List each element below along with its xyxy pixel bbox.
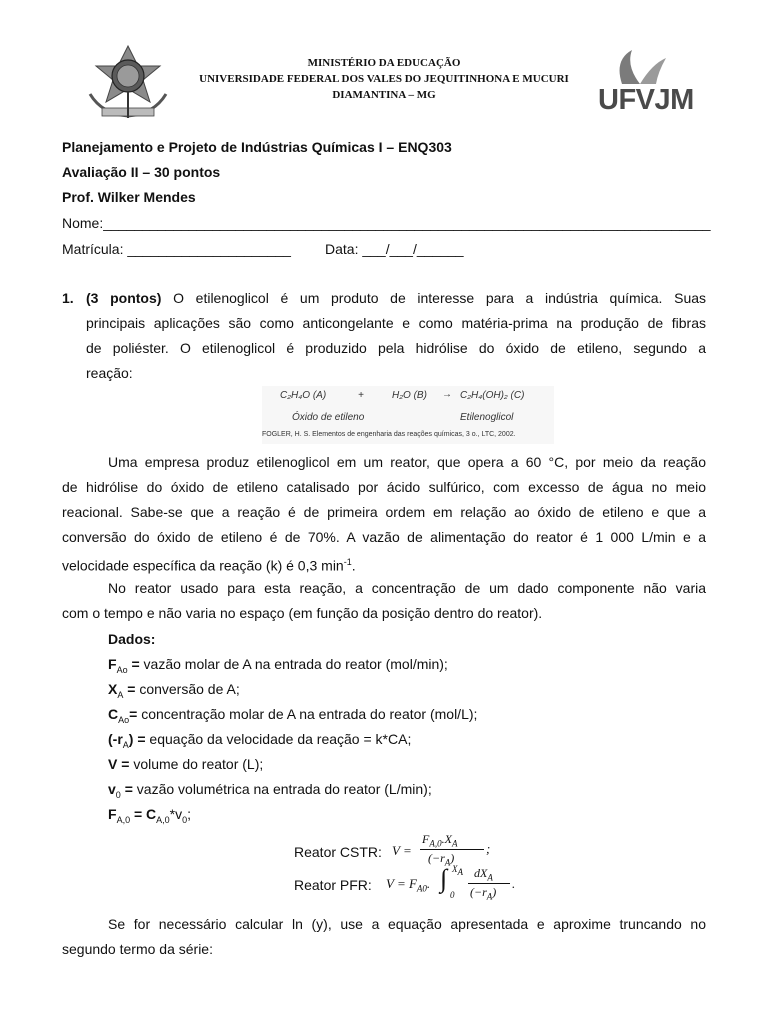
dados-text: conversão de A; (139, 681, 240, 697)
paragraph2-line-5-text: velocidade específica da reação (k) é 0,3 min (62, 557, 344, 574)
paragraph2-line-3: reacional. Sabe-se que a reação é de primeira ordem em relação ao óxido de etileno e que a (62, 504, 706, 520)
ufvjm-logo-text: UFVJM (598, 84, 694, 116)
cstr-equation: V = $F_{A,0}.X_A$ $(-r_A)$ ; (392, 832, 491, 868)
question-first-line (86, 289, 706, 307)
dados-subscript: 0 (115, 789, 121, 800)
dados-equals: = (129, 706, 142, 722)
name-field: Nome:______________________________________________________________________________ (62, 215, 711, 231)
dados-equals: = (117, 756, 134, 772)
v0-subscript: 0 (182, 814, 188, 825)
dados-item-fa0 (108, 805, 191, 829)
university-title: UNIVERSIDADE FEDERAL DOS VALES DO JEQUITINHONA E MUCURI (199, 73, 569, 85)
question-text-line-2: principais aplicações são como anticongelante e como matéria-prima na produção de fibras (86, 315, 706, 331)
question-text-line-1: O etilenoglicol é um produto de interesse para a indústria química. Suas (173, 290, 707, 306)
paragraph3-line-1: No reator usado para esta reação, a concentração de um dado componente não varia (108, 580, 706, 596)
dados-text: vazão molar de A na entrada do reator (mol/min); (143, 656, 448, 672)
dados-item (108, 730, 411, 754)
professor-name: Prof. Wilker Mendes (62, 189, 196, 205)
ufvjm-logo (596, 46, 692, 120)
fa0-symbol: F (108, 806, 117, 822)
ministry-title: MINISTÉRIO DA EDUCAÇÃO (307, 57, 461, 69)
question-text-line-4: reação: (86, 365, 133, 381)
dados-equals: ) = (128, 731, 150, 747)
reactant-b: H₂O (B) (392, 390, 427, 401)
question-number: 1. (62, 290, 74, 306)
course-title: Planejamento e Projeto de Indústrias Químicas I – ENQ303 (62, 139, 452, 155)
product-c: C₂H₄(OH)₂ (C) (460, 390, 525, 401)
cstr-label: Reator CSTR: (294, 844, 382, 860)
ufvjm-emblem-icon (596, 46, 692, 86)
matricula-field: Matrícula: _____________________ (62, 241, 291, 257)
label-oxido-de-etileno: Óxido de etileno (292, 412, 365, 423)
paragraph2-line-5 (62, 553, 356, 575)
paragraph2-end: . (351, 557, 356, 574)
fa0-tail: *v (169, 806, 183, 822)
dados-symbol: v (108, 781, 116, 797)
dados-symbol: V (108, 756, 118, 772)
pfr-equation: $V = F_{A0}$. ∫ $X_A$ 0 $dX_A$ $(-r_A)$ . (386, 864, 516, 902)
dados-symbol: C (108, 706, 119, 722)
date-field: Data: ___/___/______ (325, 241, 464, 257)
question-points: (3 pontos) (86, 290, 162, 306)
dados-item (108, 755, 263, 779)
plus-sign: + (358, 390, 364, 401)
dados-subscript: A (117, 689, 124, 700)
reactant-a: C₂H₄O (A) (280, 390, 327, 401)
paragraph2-line-1: Uma empresa produz etilenoglicol em um reator, que opera a 60 °C, por meio da reação (108, 454, 706, 470)
min-exponent: -1 (343, 557, 352, 567)
dados-subscript: Ao (118, 714, 130, 725)
pfr-label: Reator PFR: (294, 877, 372, 893)
dados-text: vazão volumétrica na entrada do reator (L/min); (136, 781, 432, 797)
dados-title: Dados: (108, 631, 156, 647)
question-text-line-3: de poliéster. O etilenoglicol é produzido pela hidrólise do óxido de etileno, segundo a (86, 340, 706, 356)
paragraph3-line-2: com o tempo e não varia no espaço (em função da posição dentro do reator). (62, 605, 543, 621)
closing-line-1: Se for necessário calcular ln (y), use a equação apresentada e aproxime truncando no (108, 916, 706, 932)
closing-line-2: segundo termo da série: (62, 941, 213, 957)
dados-text: concentração molar de A na entrada do reator (mol/L); (141, 706, 478, 722)
paragraph2-line-2: de hidrólise do óxido de etileno catalisado por ácido sulfúrico, com excesso de água no meio (62, 479, 706, 495)
dados-item (108, 680, 240, 704)
paragraph2-line-4: conversão do óxido de etileno é de 70%. A vazão de alimentação do reator é 1 000 L/min e a (62, 529, 706, 545)
dados-subscript: Ao (116, 664, 128, 675)
label-etilenoglicol: Etilenoglicol (460, 412, 514, 423)
dados-text: volume do reator (L); (133, 756, 264, 772)
dados-item (108, 705, 477, 729)
fa0-equals: = C (130, 806, 157, 822)
dados-equals: = (127, 656, 144, 672)
reaction-arrow: → (442, 389, 452, 400)
dados-item (108, 780, 432, 804)
dados-symbol: (-r (108, 731, 123, 747)
dados-symbol: F (108, 656, 117, 672)
ca0-subscript: A,0 (156, 814, 170, 825)
evaluation-title: Avaliação II – 30 pontos (62, 164, 221, 180)
dados-equals: = (120, 781, 137, 797)
dados-equals: = (123, 681, 140, 697)
citation: FOGLER, H. S. Elementos de engenharia das reações químicas, 3 o., LTC, 2002. (262, 431, 516, 438)
city-title: DIAMANTINA – MG (332, 89, 436, 101)
dados-symbol: X (108, 681, 118, 697)
fa0-end: ; (187, 806, 192, 822)
dados-text: equação da velocidade da reação = k*CA; (149, 731, 412, 747)
dados-subscript: A (122, 739, 129, 750)
fa0-subscript: A,0 (116, 814, 131, 825)
dados-item (108, 655, 448, 679)
reaction-figure (262, 386, 554, 444)
